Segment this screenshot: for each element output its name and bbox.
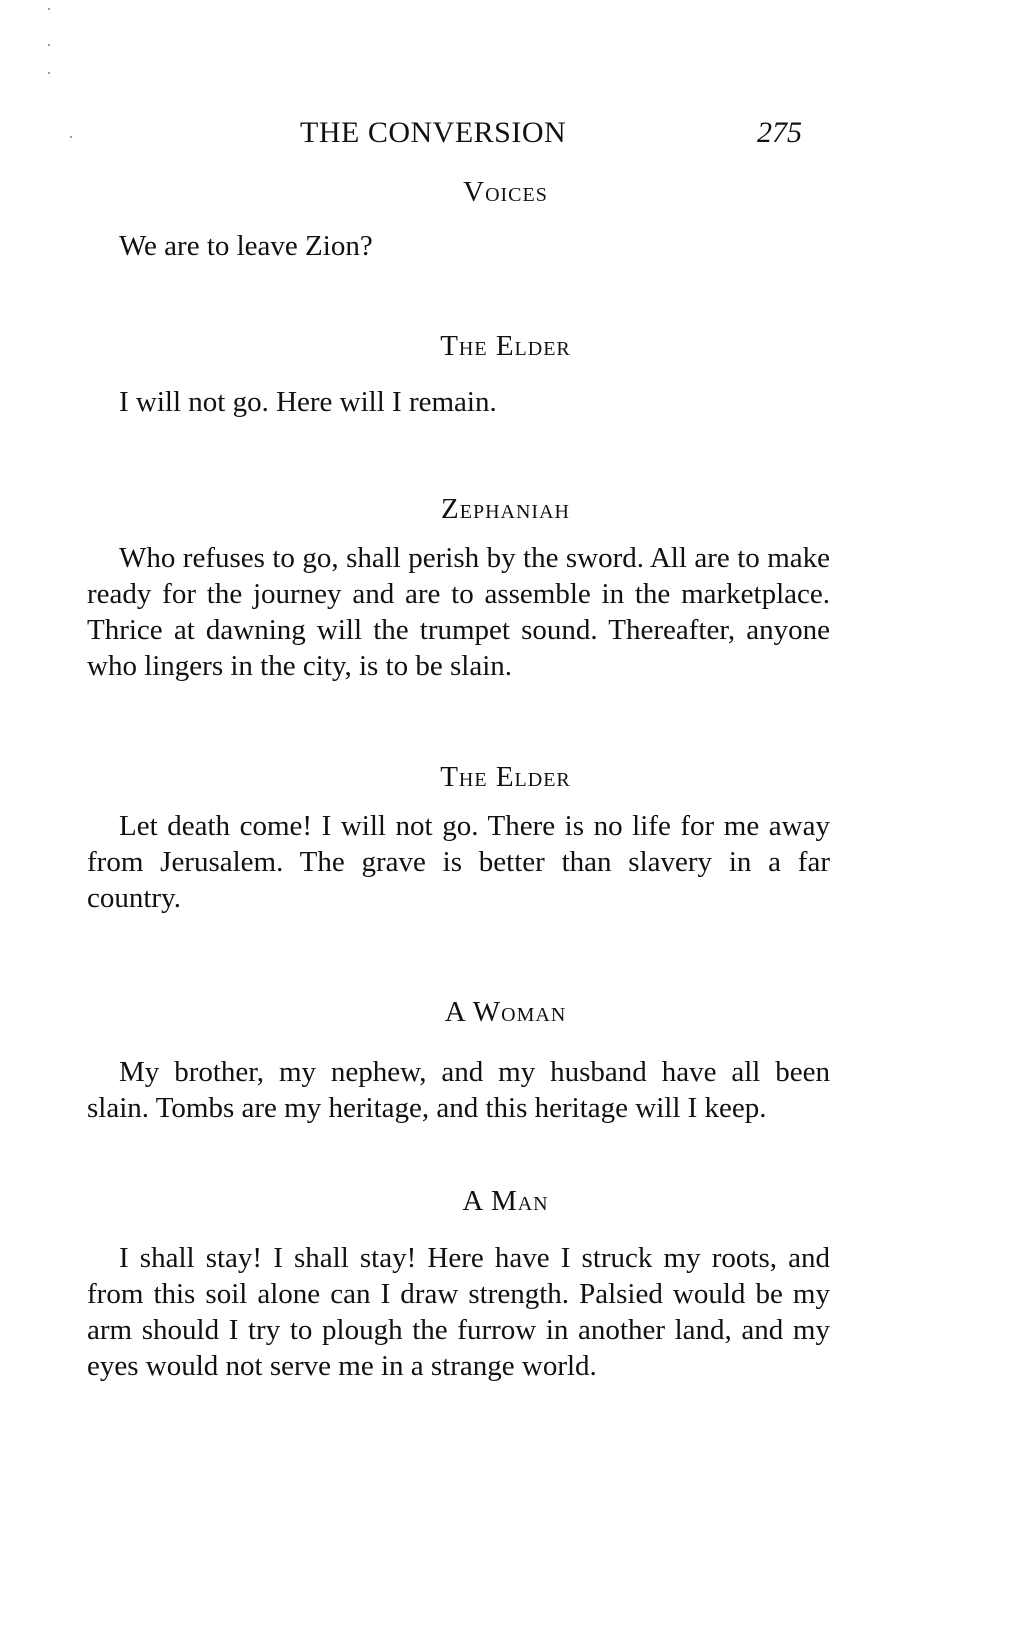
speaker-the-elder-1: The Elder <box>440 330 571 362</box>
scan-speck <box>48 72 50 74</box>
running-head <box>0 116 1011 156</box>
speaker-voices: Voices <box>463 176 548 208</box>
speaker-the-elder-2: The Elder <box>440 761 571 793</box>
scan-speck <box>70 136 72 138</box>
scan-speck <box>48 44 50 46</box>
speech-a-man: I shall stay! I shall stay! Here have I struck my roots, and from this soil alone can I draw strength. Palsied would be my arm should I try to plough the furrow in another land, and my eyes would not serve me in a strange world. <box>87 1242 830 1382</box>
running-title: THE CONVERSION <box>300 116 567 149</box>
speech-voices: We are to leave Zion? <box>119 230 373 262</box>
speech-the-elder-2: Let death come! I will not go. There is no life for me away from Jerusalem. The grave is better than slavery in a far country. <box>87 810 830 914</box>
speech-the-elder-1: I will not go. Here will I remain. <box>119 386 497 418</box>
speaker-a-man: A Man <box>462 1185 549 1217</box>
speaker-zephaniah: Zephaniah <box>441 493 570 525</box>
page-number: 275 <box>757 116 802 149</box>
speech-zephaniah: Who refuses to go, shall perish by the sword. All are to make ready for the journey and are to assemble in the marketplace. Thrice at dawning will the trumpet sound. Thereafter, anyone who lingers in the city, is to be slain. <box>87 542 830 682</box>
speaker-a-woman: A Woman <box>444 996 567 1028</box>
scan-speck <box>48 8 50 10</box>
speech-a-woman: My brother, my nephew, and my husband have all been slain. Tombs are my heritage, and this heritage will I keep. <box>87 1056 830 1124</box>
